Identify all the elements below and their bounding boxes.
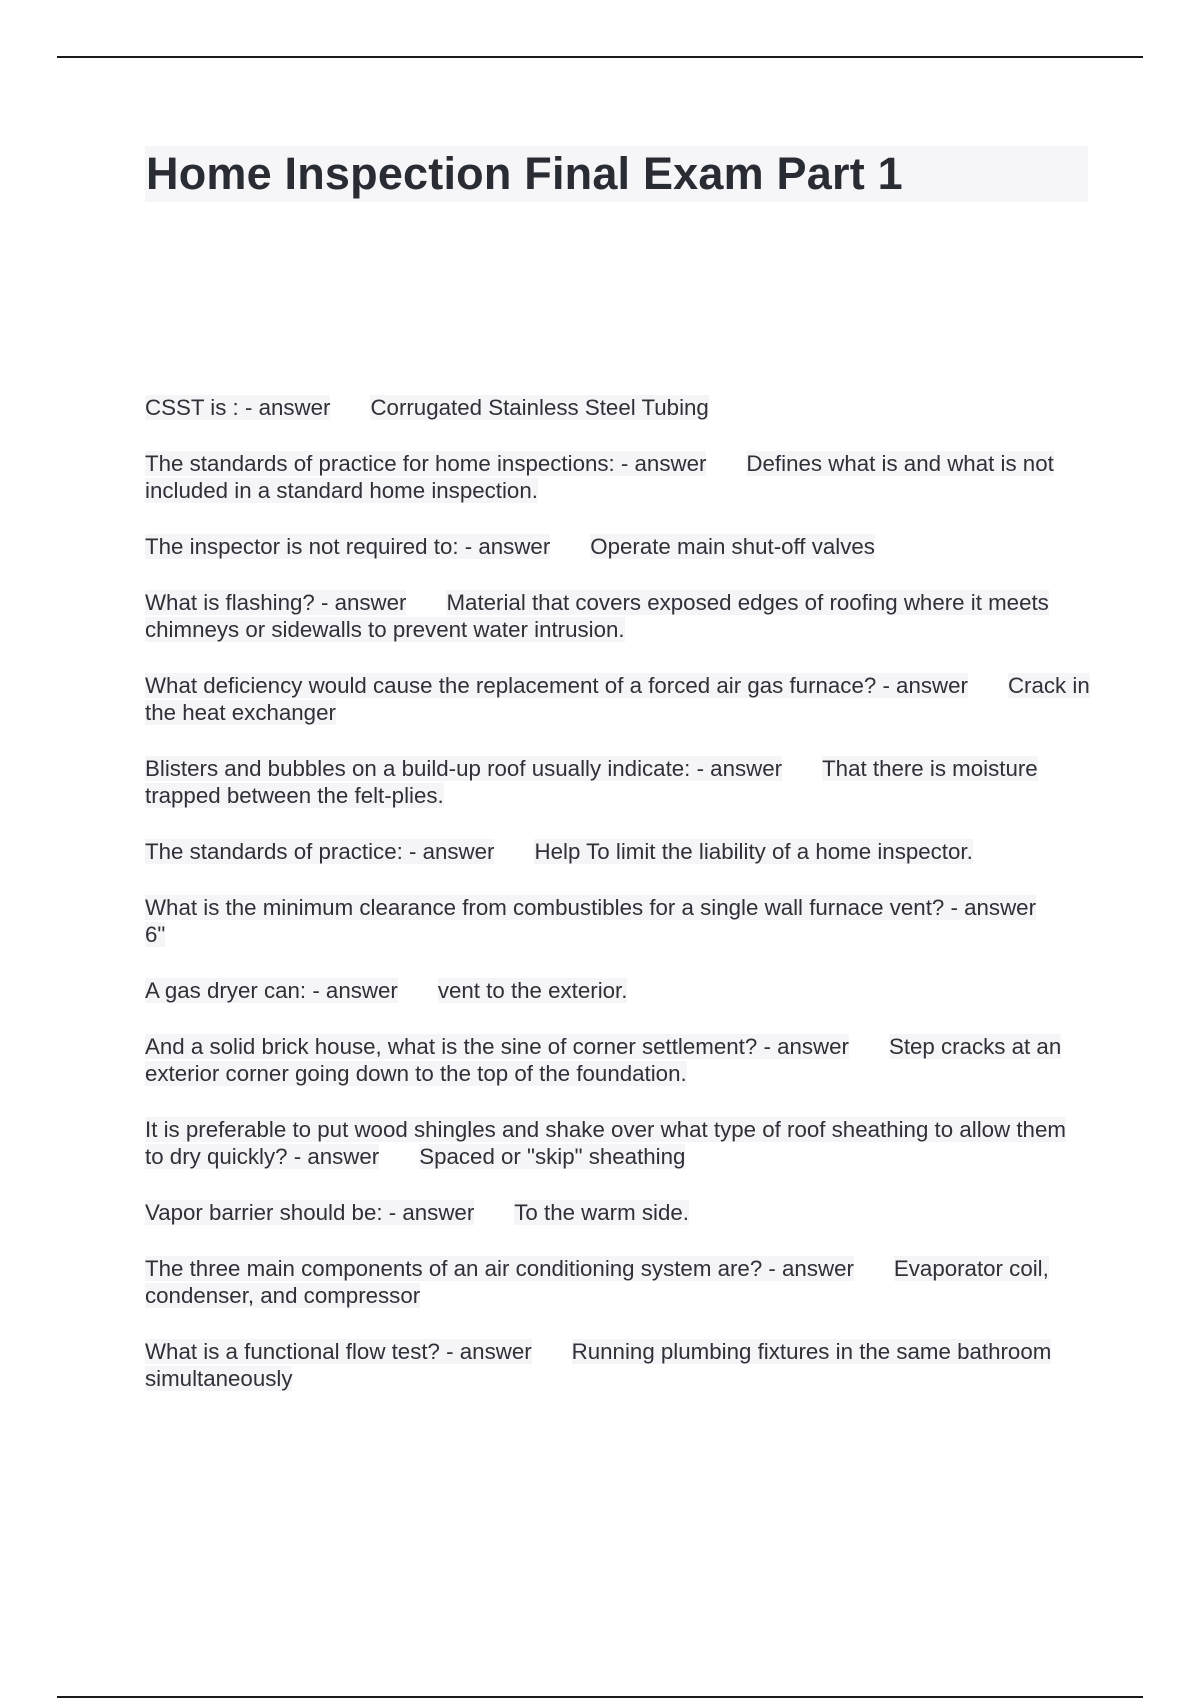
- question-text: The standards of practice for home inspections: - answer: [145, 451, 707, 476]
- qa-item: [145, 838, 1090, 865]
- question-text: What is flashing? - answer: [145, 590, 407, 615]
- qa-item: [145, 1116, 1090, 1170]
- answer-text: To the warm side.: [514, 1200, 689, 1225]
- qa-list: [145, 394, 1090, 1421]
- qa-item: [145, 394, 1090, 421]
- qa-item: [145, 1338, 1090, 1392]
- answer-text: Corrugated Stainless Steel Tubing: [370, 395, 709, 420]
- answer-text: Running plumbing fixtures in the same bathroom simultaneously: [145, 1339, 1052, 1391]
- answer-text: Help To limit the liability of a home inspector.: [534, 839, 973, 864]
- qa-item: [145, 894, 1090, 948]
- page-title: Home Inspection Final Exam Part 1: [146, 148, 903, 199]
- top-rule: [57, 56, 1143, 58]
- answer-text: Crack in the heat exchanger: [145, 673, 1090, 725]
- answer-text: Spaced or "skip" sheathing: [419, 1144, 686, 1169]
- answer-text: Evaporator coil, condenser, and compressor: [145, 1256, 1049, 1308]
- qa-item: [145, 1033, 1090, 1087]
- question-text: What is the minimum clearance from combustibles for a single wall furnace vent? - answer: [145, 895, 1036, 920]
- bottom-rule: [57, 1696, 1143, 1698]
- question-text: The standards of practice: - answer: [145, 839, 495, 864]
- answer-text: Operate main shut-off valves: [590, 534, 875, 559]
- answer-text: That there is moisture trapped between the felt-plies.: [145, 756, 1038, 808]
- question-text: Blisters and bubbles on a build-up roof usually indicate: - answer: [145, 756, 783, 781]
- qa-item: [145, 755, 1090, 809]
- question-text: What deficiency would cause the replacement of a forced air gas furnace? - answer: [145, 673, 968, 698]
- question-text: And a solid brick house, what is the sine of corner settlement? - answer: [145, 1034, 849, 1059]
- answer-text: Step cracks at an exterior corner going down to the top of the foundation.: [145, 1034, 1062, 1086]
- question-text: What is a functional flow test? - answer: [145, 1339, 532, 1364]
- question-text: Vapor barrier should be: - answer: [145, 1200, 475, 1225]
- answer-text: vent to the exterior.: [437, 978, 628, 1003]
- qa-item: [145, 1255, 1090, 1309]
- question-text: The inspector is not required to: - answer: [145, 534, 551, 559]
- question-text: CSST is : - answer: [145, 395, 331, 420]
- qa-item: [145, 1199, 1090, 1226]
- question-text: The three main components of an air conditioning system are? - answer: [145, 1256, 854, 1281]
- answer-text: 6": [145, 922, 166, 947]
- answer-text: Material that covers exposed edges of roofing where it meets chimneys or sidewalls to prevent water intrusion.: [145, 590, 1049, 642]
- qa-item: [145, 589, 1090, 643]
- question-text: It is preferable to put wood shingles and shake over what type of roof sheathing to allow them to dry quickly? - answer: [145, 1117, 1066, 1169]
- qa-item: [145, 672, 1090, 726]
- question-text: A gas dryer can: - answer: [145, 978, 398, 1003]
- qa-item: [145, 533, 1090, 560]
- qa-item: [145, 977, 1090, 1004]
- title-block: [145, 146, 1088, 202]
- answer-text: Defines what is and what is not included in a standard home inspection.: [145, 451, 1054, 503]
- qa-item: [145, 450, 1090, 504]
